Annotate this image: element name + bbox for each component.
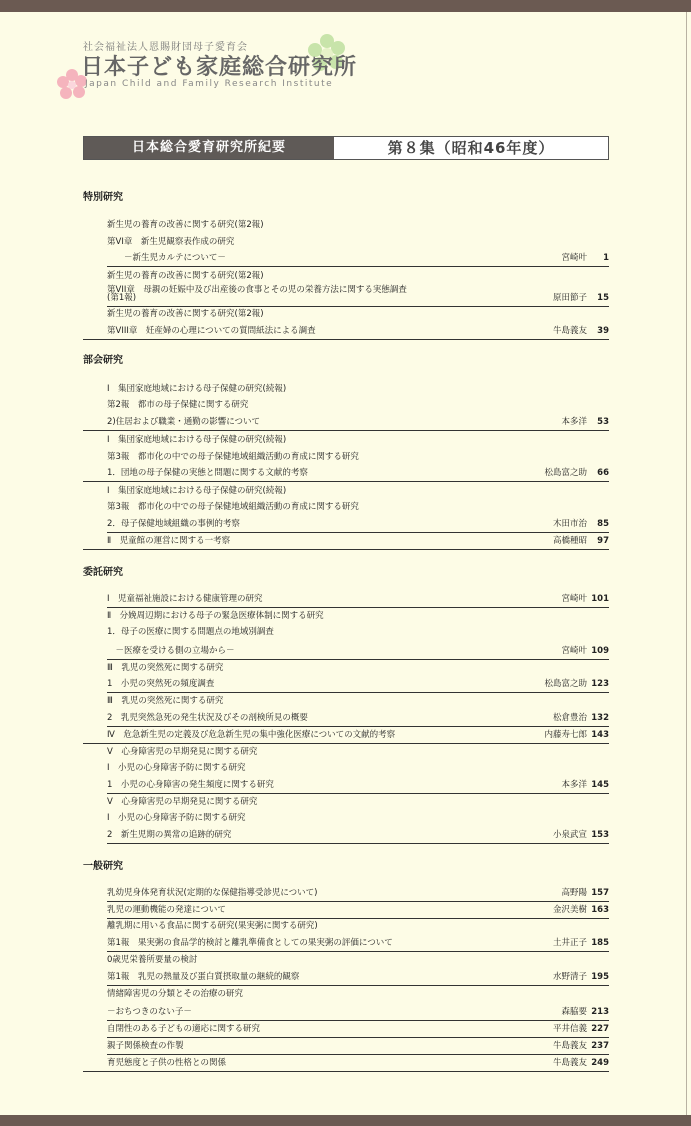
toc-entry[interactable] bbox=[107, 952, 609, 968]
toc-entry[interactable] bbox=[107, 516, 609, 533]
institute-name-english: Japan Child and Family Research Institute bbox=[85, 79, 334, 89]
section-heading: 一般研究 bbox=[83, 861, 123, 872]
toc-entry[interactable] bbox=[107, 608, 609, 624]
toc-entry[interactable] bbox=[107, 885, 609, 902]
entry-title: 第3報 都市化の中での母子保健地域組織活動の育成に関する研究 bbox=[107, 502, 359, 512]
entry-page: 157 bbox=[591, 888, 609, 898]
entry-page: 39 bbox=[597, 326, 609, 336]
toc-entry[interactable] bbox=[107, 643, 609, 660]
section-heading: 部会研究 bbox=[83, 355, 123, 366]
toc-entry[interactable] bbox=[107, 234, 609, 250]
entry-title: Ⅰ 児童福祉施設における健康管理の研究 bbox=[107, 594, 263, 604]
entry-author: 木田市治 bbox=[552, 519, 587, 529]
entry-title: Ⅰ 集団家庭地域における母子保健の研究(続報) bbox=[107, 486, 287, 496]
toc-entry[interactable] bbox=[107, 323, 609, 339]
entry-page: 213 bbox=[591, 1007, 609, 1017]
entry-page: 85 bbox=[597, 519, 609, 529]
entry-author: 松島富之助 bbox=[544, 679, 587, 689]
entry-author: 土井正子 bbox=[552, 938, 587, 948]
toc-entry[interactable] bbox=[107, 918, 609, 934]
toc-entry[interactable] bbox=[107, 777, 609, 794]
entry-author: 高橋種昭 bbox=[552, 536, 587, 546]
entry-page: 145 bbox=[591, 780, 609, 790]
entry-page: 132 bbox=[591, 713, 609, 723]
toc-entry[interactable] bbox=[107, 744, 609, 760]
toc-entry[interactable] bbox=[107, 397, 609, 413]
divider bbox=[83, 430, 609, 431]
bottom-bar bbox=[0, 1115, 691, 1126]
toc-entry[interactable] bbox=[107, 1021, 609, 1038]
entry-title: Ⅲ 乳児の突然死に関する研究 bbox=[107, 696, 224, 706]
entry-page: 163 bbox=[591, 905, 609, 915]
entry-author: 牛島義友 bbox=[552, 1058, 587, 1068]
entry-title: Ⅲ 乳児の突然死に関する研究 bbox=[107, 663, 224, 673]
entry-page: 227 bbox=[591, 1024, 609, 1034]
toc-entry[interactable] bbox=[107, 624, 609, 640]
toc-entry[interactable] bbox=[107, 827, 609, 844]
institute-name: 日本子ども家庭総合研究所 bbox=[81, 55, 358, 80]
toc-entry[interactable] bbox=[107, 986, 609, 1002]
entry-author: 森脇要 bbox=[561, 1007, 587, 1017]
entry-title: 第VI章 新生児観察表作成の研究 bbox=[107, 237, 235, 247]
entry-title: －おちつきのない子－ bbox=[107, 1007, 192, 1017]
section-heading: 特別研究 bbox=[83, 192, 123, 203]
entry-title: 第2報 都市の母子保健に関する研究 bbox=[107, 400, 249, 410]
entry-author: 高野陽 bbox=[561, 888, 587, 898]
toc-entry[interactable] bbox=[107, 1004, 609, 1021]
entry-page: 123 bbox=[591, 679, 609, 689]
section-heading: 委託研究 bbox=[83, 567, 123, 578]
toc-entry[interactable] bbox=[107, 217, 609, 233]
toc-entry[interactable] bbox=[107, 1055, 609, 1071]
toc-entry[interactable] bbox=[107, 969, 609, 986]
entry-page: 249 bbox=[591, 1058, 609, 1068]
toc-entry[interactable] bbox=[107, 483, 609, 499]
entry-author: 本多洋 bbox=[561, 417, 587, 427]
entry-title: 2 乳児突然急死の発生状況及びその剖検所見の概要 bbox=[107, 713, 308, 723]
entry-title: 1．団地の母子保健の実態と問題に関する文献的考察 bbox=[107, 468, 308, 478]
entry-title: Ⅳ 危急新生児の定義及び危急新生児の集中強化医療についての文献的考察 bbox=[107, 730, 396, 740]
journal-title: 日本総合愛育研究所紀要 bbox=[84, 137, 334, 159]
entry-title: 2 新生児期の異常の追跡的研究 bbox=[107, 830, 232, 840]
entry-page: 1 bbox=[603, 253, 609, 263]
divider bbox=[83, 549, 609, 550]
toc-entry[interactable] bbox=[107, 449, 609, 465]
entry-title: 第3報 都市化の中での母子保健地域組織活動の育成に関する研究 bbox=[107, 452, 359, 462]
divider bbox=[83, 1071, 609, 1072]
volume-label: 第８集（昭和46年度） bbox=[387, 139, 555, 157]
toc-entry[interactable] bbox=[107, 693, 609, 709]
toc-entry[interactable] bbox=[107, 499, 609, 515]
entry-title: 2．母子保健地域組織の事例的考察 bbox=[107, 519, 240, 529]
toc-entry[interactable] bbox=[107, 902, 609, 919]
entry-author: 原田節子 bbox=[552, 293, 587, 303]
toc-entry[interactable] bbox=[107, 710, 609, 727]
entry-author: 松島富之助 bbox=[544, 468, 587, 478]
entry-page: 101 bbox=[591, 594, 609, 604]
entry-page: 153 bbox=[591, 830, 609, 840]
entry-page: 143 bbox=[591, 730, 609, 740]
entry-title: Ⅰ 小児の心身障害予防に関する研究 bbox=[107, 763, 246, 773]
entry-title: 第VIII章 妊産婦の心理についての質問紙法による調査 bbox=[107, 326, 316, 336]
entry-title: 親子関係検査の作製 bbox=[107, 1041, 184, 1051]
entry-author: 宮崎叶 bbox=[561, 253, 587, 263]
entry-title: 離乳期に用いる食品に関する研究(果実粥に関する研究) bbox=[107, 921, 318, 931]
toc-entry[interactable] bbox=[107, 660, 609, 676]
right-border bbox=[686, 12, 687, 1115]
entry-title: 乳児の運動機能の発達について bbox=[107, 905, 226, 915]
entry-page: 66 bbox=[597, 468, 609, 478]
toc-entry[interactable] bbox=[107, 414, 609, 430]
entry-title: 新生児の養育の改善に関する研究(第2報) bbox=[107, 309, 264, 319]
journal-title-box bbox=[83, 136, 609, 160]
entry-page: 97 bbox=[597, 536, 609, 546]
entry-title: 自閉性のある子どもの適応に関する研究 bbox=[107, 1024, 261, 1034]
toc-entry[interactable] bbox=[107, 306, 609, 322]
entry-title: Ⅱ 児童館の運営に関する一考察 bbox=[107, 536, 231, 546]
entry-author: 宮崎叶 bbox=[561, 646, 587, 656]
entry-page: 185 bbox=[591, 938, 609, 948]
entry-title: 1．母子の医療に関する問題点の地域別調査 bbox=[107, 627, 274, 637]
toc-entry[interactable] bbox=[107, 250, 609, 267]
entry-title: Ⅰ 集団家庭地域における母子保健の研究(続報) bbox=[107, 384, 287, 394]
entry-author: 内藤寿七郎 bbox=[544, 730, 587, 740]
entry-author: 小泉武宣 bbox=[552, 830, 587, 840]
entry-title: 新生児の養育の改善に関する研究(第2報) bbox=[107, 220, 264, 230]
entry-author: 牛島義友 bbox=[552, 326, 587, 336]
toc-entry[interactable] bbox=[107, 760, 609, 776]
entry-title: 第VII章 母親の妊娠中及び出産後の食事とその児の栄養方法に関する実態調査 bbox=[107, 285, 407, 295]
toc-entry[interactable] bbox=[107, 935, 609, 952]
entry-page: 195 bbox=[591, 972, 609, 982]
entry-page: 53 bbox=[597, 417, 609, 427]
toc-entry[interactable] bbox=[107, 290, 609, 307]
toc-entry[interactable] bbox=[107, 676, 609, 693]
entry-title: Ⅰ 小児の心身障害予防に関する研究 bbox=[107, 813, 246, 823]
divider bbox=[83, 481, 609, 482]
entry-title: 情緒障害児の分類とその治療の研究 bbox=[107, 989, 244, 999]
organization-name: 社会福祉法人恩賜財団母子愛育会 bbox=[83, 42, 248, 53]
entry-page: 237 bbox=[591, 1041, 609, 1051]
entry-title: 0歳児栄養所要量の検討 bbox=[107, 955, 198, 965]
toc-entry[interactable] bbox=[107, 810, 609, 826]
entry-page: 109 bbox=[591, 646, 609, 656]
entry-author: 本多洋 bbox=[561, 780, 587, 790]
toc-entry[interactable] bbox=[107, 533, 609, 549]
entry-title: 新生児の養育の改善に関する研究(第2報) bbox=[107, 271, 264, 281]
toc-entry[interactable] bbox=[107, 465, 609, 481]
entry-title: 乳幼児身体発育状況(定期的な保健指導受診児について) bbox=[107, 888, 318, 898]
entry-title: －医療を受ける側の立場から－ bbox=[107, 646, 235, 656]
entry-author: 水野清子 bbox=[552, 972, 587, 982]
toc-entry[interactable] bbox=[107, 381, 609, 397]
entry-author: 松倉豊治 bbox=[552, 713, 587, 723]
toc-entry[interactable] bbox=[107, 727, 609, 743]
toc-entry[interactable] bbox=[107, 1038, 609, 1055]
entry-author: 平井信義 bbox=[552, 1024, 587, 1034]
entry-title: Ⅰ 集団家庭地域における母子保健の研究(続報) bbox=[107, 435, 287, 445]
toc-entry[interactable] bbox=[107, 432, 609, 448]
toc-entry[interactable] bbox=[107, 794, 609, 810]
entry-title: －新生児カルテについて－ bbox=[107, 253, 226, 263]
entry-author: 牛島義友 bbox=[552, 1041, 587, 1051]
toc-entry[interactable] bbox=[107, 591, 609, 608]
entry-author: 宮崎叶 bbox=[561, 594, 587, 604]
entry-title: 第1報 果実粥の食品学的検討と離乳準備食としての果実粥の評価について bbox=[107, 938, 393, 948]
entry-title: Ⅴ 心身障害児の早期発見に関する研究 bbox=[107, 797, 258, 807]
entry-author: 金沢美樹 bbox=[552, 905, 587, 915]
top-bar bbox=[0, 0, 691, 12]
entry-title: 2)住居および職業・通勤の影響について bbox=[107, 417, 261, 427]
institute-logo bbox=[55, 32, 375, 104]
entry-title: 1 小児の心身障害の発生頻度に関する研究 bbox=[107, 780, 274, 790]
entry-title: 1 小児の突然死の頻度調査 bbox=[107, 679, 215, 689]
divider bbox=[83, 339, 609, 340]
entry-title: Ⅱ 分娩周辺期における母子の緊急医療体制に関する研究 bbox=[107, 611, 324, 621]
entry-title: 育児態度と子供の性格との関係 bbox=[107, 1058, 227, 1068]
entry-title: (第1報) bbox=[107, 293, 137, 303]
entry-page: 15 bbox=[597, 293, 609, 303]
entry-title: Ⅴ 心身障害児の早期発見に関する研究 bbox=[107, 747, 258, 757]
entry-title: 第1報 乳児の熱量及び蛋白質摂取量の継続的観察 bbox=[107, 972, 300, 982]
